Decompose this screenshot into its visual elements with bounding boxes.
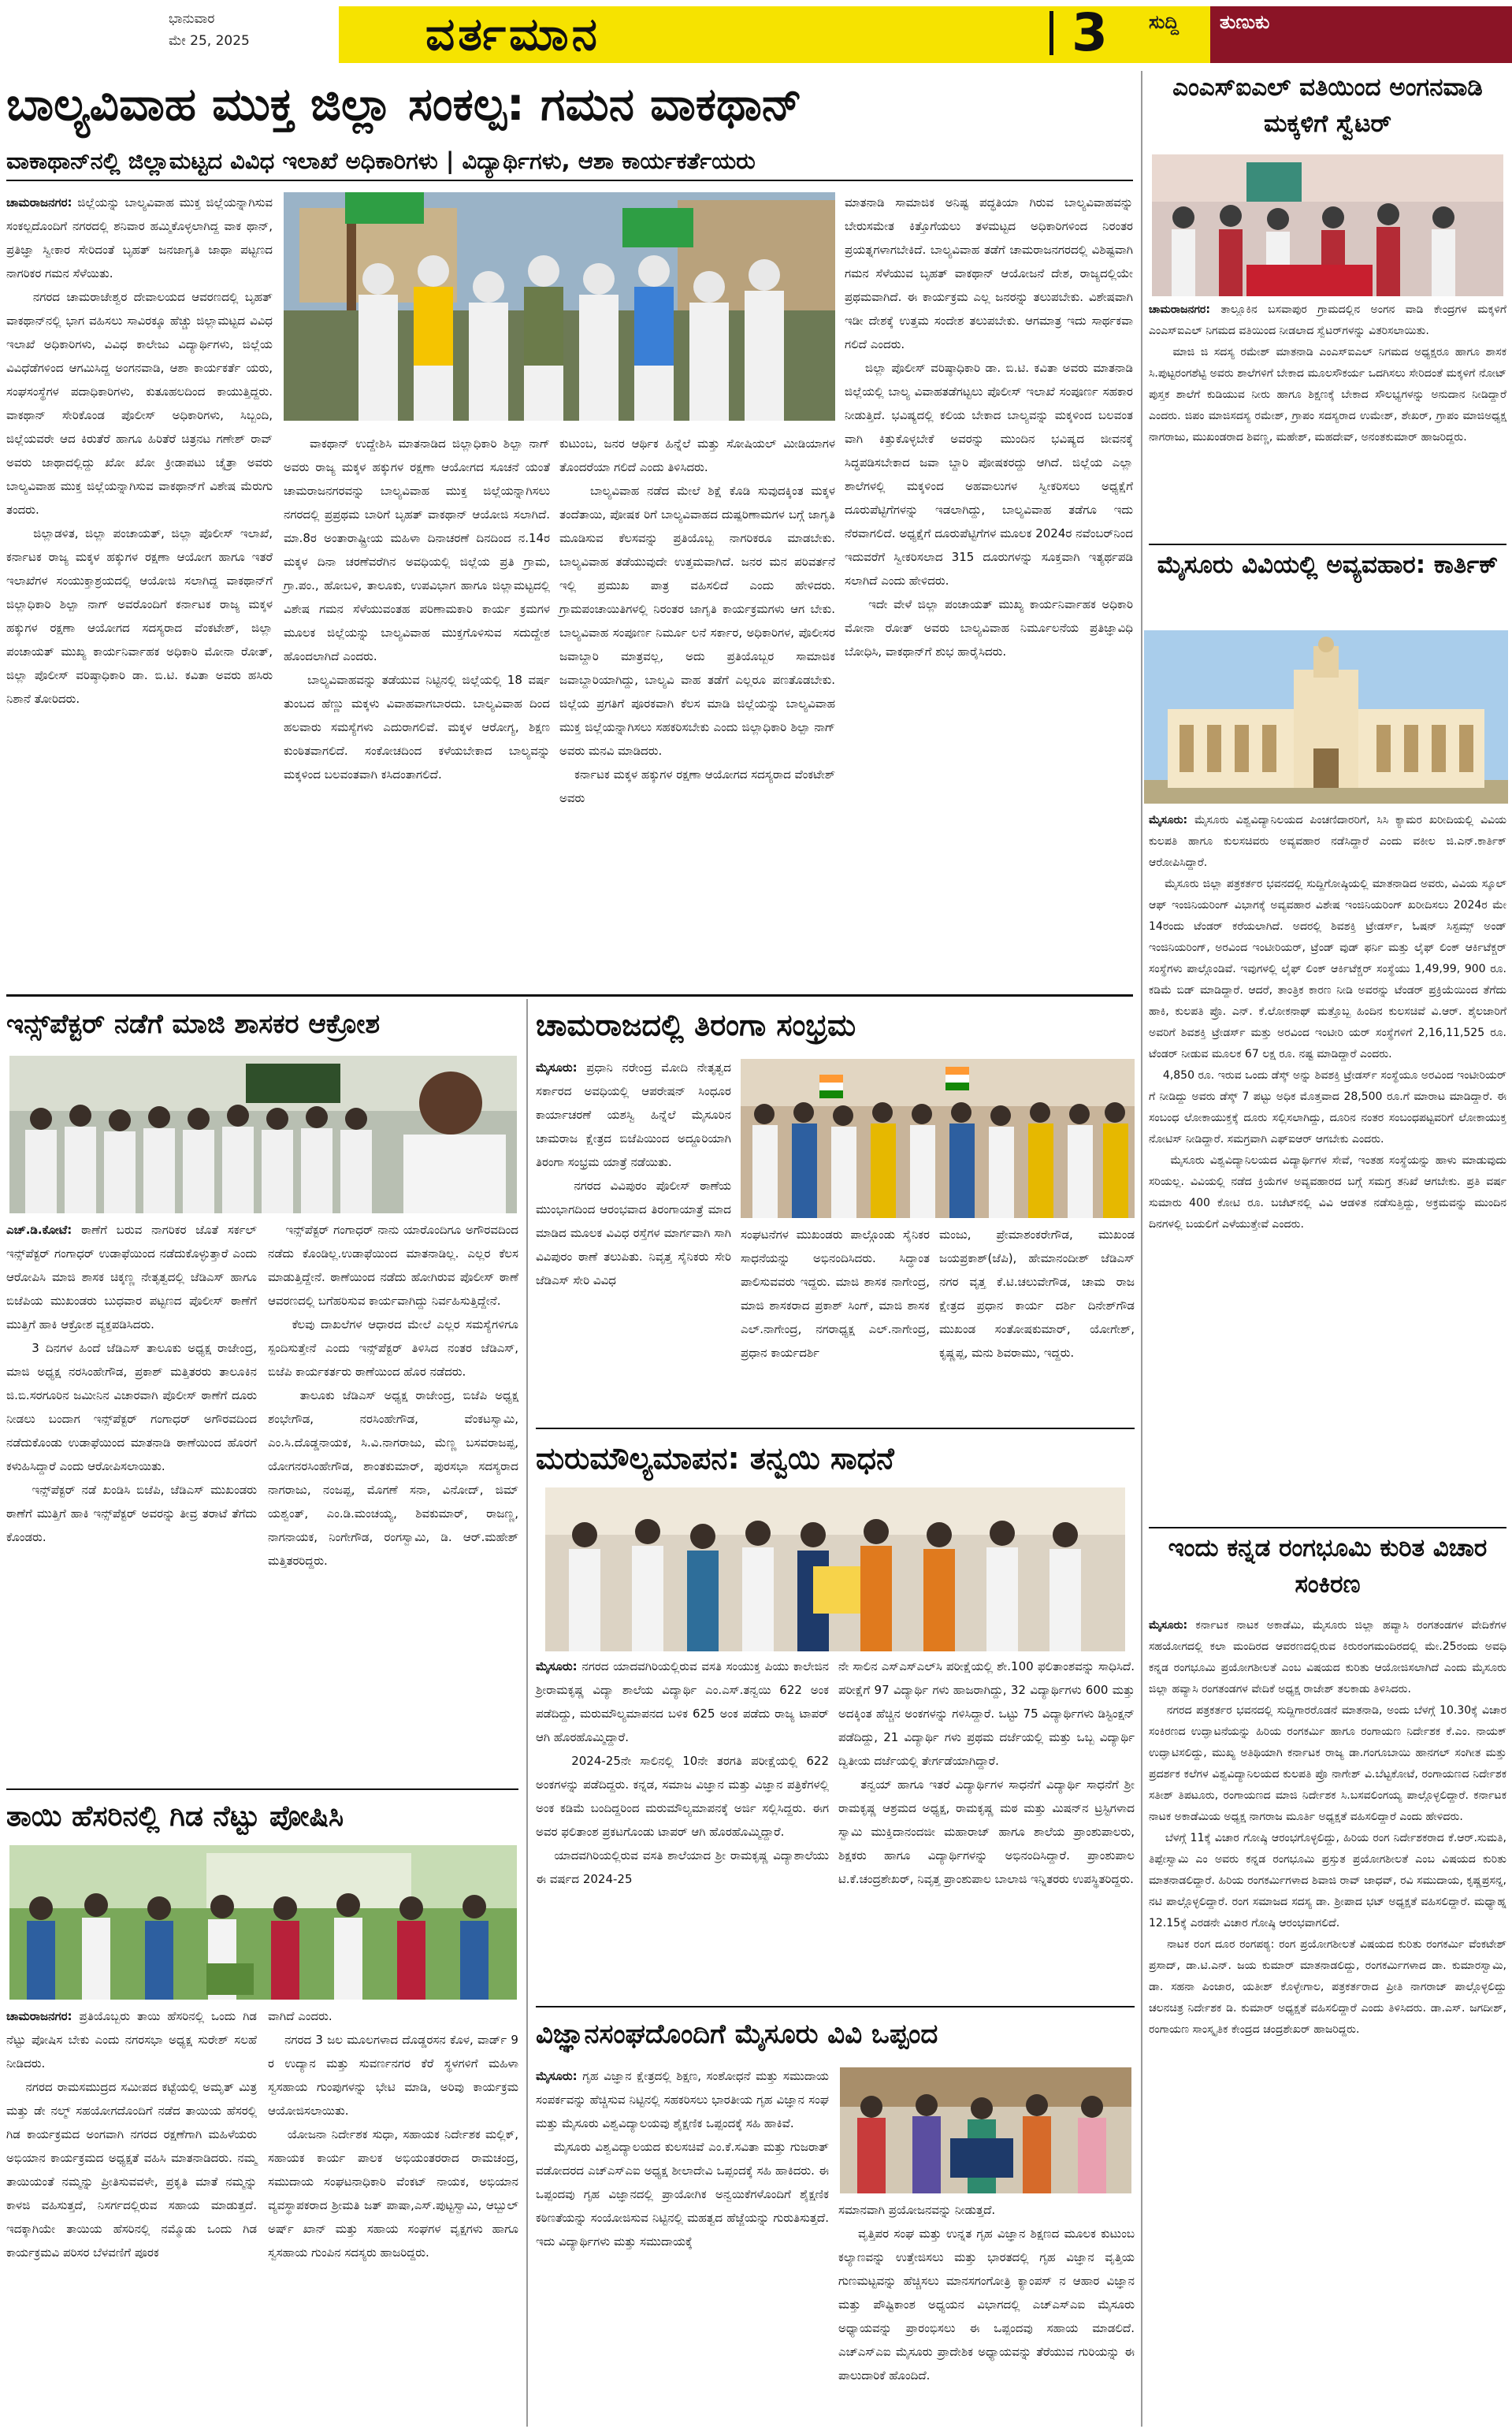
lead-col-3: ಕುಟುಂಬ, ಜನರ ಆರ್ಥಿಕ ಹಿನ್ನೆಲೆ ಮತ್ತು ಸೋಷಿಯಲ್ ಮೀಡಿಯಾಗಳ ತೊಂದರೆಯಾ ಗಲಿದೆ ಎಂದು ತಿಳಿಸಿದರು. ಬಾಲ್ಯವಿವಾಹ ನಡೆದ ಮೇಲೆ ಶಿಕ್ಷೆ ಕೊಡಿ ಸುವುದಕ್ಕಿಂತ ಮಕ್ಕಳ ತಂದೆತಾಯಿ, ಪೋಷಕ ರಿಗೆ ಬಾಲ್ಯವಿವಾಹದ ದುಷ್ಪರಿಣಾಮಗಳ ಬಗ್ಗೆ ಜಾಗೃತಿ ಮೂಡಿಸುವ ಕೆಲಸವನ್ನು ಪ್ರತಿಯೊಬ್ಬ ನಾಗರಿಕರೂ ಮಾಡಬೇಕು. ಬಾಲ್ಯವಿವಾಹ ತಡೆಯುವುದೇ ಉತ್ತಮವಾಗಿದೆ. ಜನರ ಮನ ಪರಿವರ್ತನೆ ಇಲ್ಲಿ ಪ್ರಮುಖ ಪಾತ್ರ ವಹಿಸಲಿದೆ ಎಂದು ಹೇಳಿದರು. ಗ್ರಾಮಪಂಚಾಯಿತಿಗಳಲ್ಲಿ ನಿರಂತರ ಜಾಗೃತಿ ಕಾರ್ಯಕ್ರಮಗಳು ಆಗ ಬೇಕು. ಬಾಲ್ಯವಿವಾಹ ಸಂಪೂರ್ಣ ನಿರ್ಮೂ ಲನೆ ಸರ್ಕಾರ, ಅಧಿಕಾರಿಗಳ, ಪೊಲೀಸರ ಜವಾಬ್ದಾರಿ ಮಾತ್ರವಲ್ಲ, ಅದು ಪ್ರತಿಯೊಬ್ಬರ ಸಾಮಾಜಿಕ ಜವಾಬ್ದಾರಿಯಾಗಿದ್ದು, ಬಾಲ್ಯವಿ ವಾಹ ತಡೆಗೆ ಎಲ್ಲರೂ ಪಣತೊಡಬೇಕು. ಜಿಲ್ಲೆಯ ಪ್ರಗತಿಗೆ ಪೂರಕವಾಗಿ ಕೆಲಸ ಮಾಡಿ ಜಿಲ್ಲೆಯನ್ನು ಬಾಲ್ಯವಿವಾಹ ಮುಕ್ತ ಜಿಲ್ಲೆಯನ್ನಾಗಿಸಲು ಸಹಕರಿಸಬೇಕು ಎಂದು ಜಿಲ್ಲಾಧಿಕಾರಿ ಶಿಲ್ಪಾ ನಾಗ್ ಅವರು ಮನವಿ ಮಾಡಿದರು. ಕರ್ನಾಟಕ ಮಕ್ಕಳ ಹಕ್ಕುಗಳ ರಕ್ಷಣಾ ಆಯೋಗದ ಸದಸ್ಯರಾದ ವೆಂಕಟೇಶ್ ಅವರು xyxy=(559,436,835,805)
inspector-photo xyxy=(9,1056,517,1213)
tiranga-bottom-rule xyxy=(536,1428,1135,1429)
tiranga-photo xyxy=(741,1059,1135,1218)
sidebar-s3-dateline: ಮೈಸೂರು: xyxy=(1149,1619,1188,1632)
sidebar-s3-text: ಕರ್ನಾಟಕ ನಾಟಕ ಅಕಾಡೆಮಿ, ಮೈಸೂರು ಜಿಲ್ಲಾ ಹವ್ಯಾಸಿ ರಂಗತಂಡಗಳ ವೇದಿಕೆಗಳ ಸಹಯೋಗದಲ್ಲಿ ಕಲಾ ಮಂದಿರದ ಆವರಣದಲ್ಲಿರುವ ಕಿರುರಂಗಮಂದಿರದಲ್ಲಿ ಮೇ.25ರಂದು ಅವಧಿ ಕನ್ನಡ ರಂಗಭೂಮಿ ಪ್ರಯೋಗಶೀಲತೆ ಎಂಬ ವಿಷಯದ ಕುರಿತು ಆಯೋಜಿಸಲಾಗಿದೆ ಎಂದು ಮೈಸೂರು ಜಿಲ್ಲಾ ಹವ್ಯಾಸಿ ರಂಗತಂಡಗಳ ವೇದಿಕೆ ಅಧ್ಯಕ್ಷ ರಾಜೇಶ್ ತಲಕಾಡು ತಿಳಿಸಿದರು. ನಗರದ ಪತ್ರಕರ್ತರ ಭವನದಲ್ಲಿ ಸುದ್ದಿಗಾರರೊಡನೆ ಮಾತನಾಡಿ, ಅಂದು ಬೆಳಗ್ಗೆ 10.30ಕ್ಕೆ ವಿಚಾರ ಸಂಕಿರಣದ ಉದ್ಘಾಟನೆಯನ್ನು ಹಿರಿಯ ರಂಗಕರ್ಮಿ ಹಾಗೂ ರಂಗಾಯಣ ನಿರ್ದೇಶಕ ಕೆ.ಎಂ. ನಾಯಕ್ ಉದ್ಘಾಟಿಸಲಿದ್ದು, ಮುಖ್ಯ ಅತಿಥಿಯಾಗಿ ಕರ್ನಾಟಕ ರಾಜ್ಯ ಡಾ.ಗಂಗೂಬಾಯಿ ಹಾನಗಲ್ ಸಂಗೀತ ಮತ್ತು ಪ್ರದರ್ಶಕ ಕಲೆಗಳ ವಿಶ್ವವಿದ್ಯಾನಿಲಯದ ಕುಲಪತಿ ಪ್ರೊ ನಾಗೇಶ್ ವಿ.ಬೆಟ್ಟಕೋಟೆ, ರಂಗಾಯಣದ ನಿರ್ದೇಶಕ ಸತೀಶ್ ತಿಪಟೂರು, ರಂಗಾಯಣದ ಮಾಜಿ ನಿರ್ದೇಶಕ ಸಿ.ಬಸವಲಿಂಗಯ್ಯ ಪಾಲ್ಗೊಳ್ಳಲಿದ್ದಾರೆ. ಕರ್ನಾಟಕ ನಾಟಕ ಅಕಾಡೆಮಿಯ ಅಧ್ಯಕ್ಷ ನಾಗರಾಜ ಮೂರ್ತಿ ಅಧ್ಯಕ್ಷತೆ ವಹಿಸಲಿದ್ದಾರೆ ಎಂದು ಹೇಳಿದರು. ಬೆಳಗ್ಗೆ 11ಕ್ಕೆ ವಿಚಾರ ಗೋಷ್ಠಿ ಆರಂಭಗೊಳ್ಳಲಿದ್ದು, ಹಿರಿಯ ರಂಗ ನಿರ್ದೇಶಕರಾದ ಕೆ.ಆರ್.ಸುಮತಿ, ತಿಪ್ಪೇಸ್ವಾಮಿ ಎಂ ಅವರು ಕನ್ನಡ ರಂಗಭೂಮಿ ಪ್ರಸ್ತುತ ಪ್ರಯೋಗಶೀಲತೆ ಎಂಬ ವಿಷಯದ ಕುರಿತು ಮಾತನಾಡಲಿದ್ದಾರೆ. ಹಿರಿಯ ರಂಗಕರ್ಮಿಗಳಾದ ಶಿವಾಜಿ ರಾವ್ ಜಾಧವ್, ರವಿ ಸಮುದಾಯ, ಕೃಷ್ಣಪ್ರಸನ್ನ, ನಟಿ ಪಾಲ್ಗೊಳ್ಳಲಿದ್ದಾರೆ. ರಂಗ ಸಮಾಜದ ಸದಸ್ಯ ಡಾ. ಶ್ರೀಪಾದ ಭಟ್ ಅಧ್ಯಕ್ಷತೆ ವಹಿಸಲಿದ್ದಾರೆ. ಮಧ್ಯಾಹ್ನ 12.15ಕ್ಕೆ ಎರಡನೇ ವಿಚಾರ ಗೋಷ್ಠಿ ಆರಂಭವಾಗಲಿದೆ. ನಾಟಕ ರಂಗ ದೂರ ರಂಗಪಠ್ಯ: ರಂಗ ಪ್ರಯೋಗಶೀಲತೆ ವಿಷಯದ ಕುರಿತು ರಂಗಕರ್ಮಿ ವೆಂಕಟೇಶ್ ಪ್ರಸಾದ್, ಡಾ.ಟಿ.ಎನ್. ಜಯ ಕುಮಾರ್ ಮಾತನಾಡಲಿದ್ದು, ರಂಗಕರ್ಮಿಗಳಾದ ಡಾ. ಕುಮಾರಸ್ವಾಮಿ, ಡಾ. ಸಹನಾ ಪಿಂಜಾರ, ಯತೀಶ್ ಕೊಳ್ಳೇಗಾಲ, ಪತ್ರಕರ್ತರಾದ ಪ್ರೀತಿ ನಾಗರಾಜ್ ಪಾಲ್ಗೊಳ್ಳಲಿದ್ದು ಚಲನಚಿತ್ರ ನಿರ್ದೇಶಕ ಡಿ. ಕುಮಾರ್ ಅಧ್ಯಕ್ಷತೆ ವಹಿಸಲಿದ್ದಾರೆ ಎಂದು ತಿಳಿಸಿದರು. ಡಾ.ಎಸ್. ಜಗದೀಶ್, ರಂಗಾಯಣ ಸಾಂಸ್ಕೃತಿಕ ಕೇಂದ್ರದ ಚಂದ್ರಶೇಖರ್ ಹಾಜರಿದ್ದರು. xyxy=(1149,1619,1506,2036)
maru-col-2: ನೇ ಸಾಲಿನ ಎಸ್‌ಎಸ್‌ಎಲ್‌ಸಿ ಪರೀಕ್ಷೆಯಲ್ಲಿ ಶೇ.100 ಫಲಿತಾಂಶವನ್ನು ಸಾಧಿಸಿದೆ. ಪರೀಕ್ಷೆಗೆ 97 ವಿದ್ಯಾರ್ಥಿ ಗಳು ಹಾಜರಾಗಿದ್ದು, 32 ವಿದ್ಯಾರ್ಥಿಗಳು 600 ಮತ್ತು ಅದಕ್ಕಿಂತ ಹೆಚ್ಚಿನ ಅಂಕಗಳನ್ನು ಗಳಿಸಿದ್ದಾರೆ. ಒಟ್ಟು 75 ವಿದ್ಯಾರ್ಥಿಗಳು ಡಿಸ್ಟಿಂಕ್ಷನ್ ಪಡೆದಿದ್ದು, 21 ವಿದ್ಯಾರ್ಥಿ ಗಳು ಪ್ರಥಮ ದರ್ಜೆಯಲ್ಲಿ ಮತ್ತು ಒಬ್ಬ ವಿದ್ಯಾರ್ಥಿ ದ್ವಿತೀಯ ದರ್ಜೆಯಲ್ಲಿ ತೇರ್ಗಡೆಯಾಗಿದ್ದಾರೆ. ತನ್ವಯ್ ಹಾಗೂ ಇತರೆ ವಿದ್ಯಾರ್ಥಿಗಳ ಸಾಧನೆಗೆ ವಿದ್ಯಾರ್ಥಿ ಸಾಧನೆಗೆ ಶ್ರೀ ರಾಮಕೃಷ್ಣ ಆಶ್ರಮದ ಅಧ್ಯಕ್ಷ, ರಾಮಕೃಷ್ಣ ಮಠ ಮತ್ತು ಮಿಷನ್‌ನ ಟ್ರಸ್ಟಿಗಳಾದ ಸ್ವಾಮಿ ಮುಕ್ತಿದಾನಂದಜೀ ಮಹಾರಾಜ್ ಹಾಗೂ ಶಾಲೆಯ ಪ್ರಾಂಶುಪಾಲರು, ಶಿಕ್ಷಕರು ಹಾಗೂ ವಿದ್ಯಾರ್ಥಿಗಳನ್ನು ಅಭಿನಂದಿಸಿದ್ದಾರೆ. ಪ್ರಾಂಶುಪಾಲ ಟಿ.ಕೆ.ಚಂದ್ರಶೇಖರ್, ನಿವೃತ್ತ ಪ್ರಾಂಶುಪಾಲ ಬಾಲಾಜಿ ಇನ್ನಿತರರು ಉಪಸ್ಥಿತರಿದ್ದರು. xyxy=(838,1659,1135,1886)
tiranga-intro-text: ಪ್ರಧಾನಿ ನರೇಂದ್ರ ಮೋದಿ ನೇತೃತ್ವದ ಸರ್ಕಾರದ ಅವಧಿಯಲ್ಲಿ ಆಪರೇಷನ್ ಸಿಂಧೂರ ಕಾರ್ಯಾಚರಣೆ ಯಶಸ್ವಿ ಹಿನ್ನೆಲೆ ಮೈಸೂರಿನ ಚಾಮರಾಜ ಕ್ಷೇತ್ರದ ಬಿಜೆಪಿಯಿಂದ ಅದ್ದೂರಿಯಾಗಿ ತಿರಂಗಾ ಸಂಭ್ರಮ ಯಾತ್ರೆ ನಡೆಯಿತು. ನಗರದ ವಿವಿಪುರಂ ಪೊಲೀಸ್ ಠಾಣೆಯ ಮುಂಭಾಗದಿಂದ ಆರಂಭವಾದ ತಿರಂಗಾಯಾತ್ರೆ ಮಾದ ಮಾಡಿದ ಮೂಲಕ ವಿವಿಧ ರಸ್ತೆಗಳ ಮಾರ್ಗವಾಗಿ ಸಾಗಿ ವಿವಿಪುರಂ ಠಾಣೆ ತಲುಪಿತು. ನಿವೃತ್ತ ಸೈನಿಕರು ಸೇರಿ ಜೆಡಿಎಸ್ ಸೇರಿ ವಿವಿಧ xyxy=(536,1060,732,1287)
sidebar-tab-label-1: ಸುದ್ದಿ xyxy=(1149,11,1180,33)
lead-bottom-rule xyxy=(6,994,1133,997)
lead-photo-walkathon xyxy=(284,192,835,421)
lead-col-2: ವಾಕಥಾನ್ ಉದ್ದೇಶಿಸಿ ಮಾತನಾಡಿದ ಜಿಲ್ಲಾಧಿಕಾರಿ ಶಿಲ್ಪಾ ನಾಗ್ ಅವರು ರಾಜ್ಯ ಮಕ್ಕಳ ಹಕ್ಕುಗಳ ರಕ್ಷಣಾ ಆಯೋಗದ ಸೂಚನೆ ಯಂತೆ ಚಾಮರಾಜನಗರವನ್ನು ಬಾಲ್ಯವಿವಾಹ ಮುಕ್ತ ಜಿಲ್ಲೆಯನ್ನಾಗಿಸಲು ನಗರದಲ್ಲಿ ಪ್ರಪ್ರಥಮ ಬಾರಿಗೆ ಬೃಹತ್ ವಾಕಥಾನ್ ಆಯೋಜಿ ಸಲಾಗಿದೆ. ಮಾ.8ರ ಅಂತಾರಾಷ್ಟ್ರೀಯ ಮಹಿಳಾ ದಿನಾಚರಣೆ ದಿನದಿಂದ ನ.14ರ ಮಕ್ಕಳ ದಿನಾ ಚರಣೆವರೆಗಿನ ಅವಧಿಯಲ್ಲಿ ಜಿಲ್ಲೆಯ ಪ್ರತಿ ಗ್ರಾಮ, ಗ್ರಾ.ಪಂ., ಹೋಬಳಿ, ತಾಲೂಕು, ಉಪವಿಭಾಗ ಹಾಗೂ ಜಿಲ್ಲಾಮಟ್ಟದಲ್ಲಿ ವಿಶೇಷ ಗಮನ ಸೆಳೆಯುವಂತಹ ಪರಿಣಾಮಕಾರಿ ಕಾರ್ಯ ಕ್ರಮಗಳ ಮೂಲಕ ಜಿಲ್ಲೆಯನ್ನು ಬಾಲ್ಯವಿವಾಹ ಮುಕ್ತಗೊಳಿಸುವ ಸದುದ್ದೇಶ ಹೊಂದಲಾಗಿದೆ ಎಂದರು. ಬಾಲ್ಯವಿವಾಹವನ್ನು ತಡೆಯುವ ನಿಟ್ಟಿನಲ್ಲಿ ಜಿಲ್ಲೆಯಲ್ಲಿ 18 ವರ್ಷ ತುಂಬದ ಹೆಣ್ಣು ಮಕ್ಕಳು ವಿವಾಹವಾಗಬಾರದು. ಬಾಲ್ಯವಿವಾಹ ದಿಂದ ಹಲವಾರು ಸಮಸ್ಯೆಗಳು ಎದುರಾಗಲಿವೆ. ಮಕ್ಕಳ ಆರೋಗ್ಯ, ಶಿಕ್ಷಣ ಕುಂಠಿತವಾಗಲಿದೆ. ಸಂಕೋಚದಿಂದ ಕಳೆಯಬೇಕಾದ ಬಾಲ್ಯವನ್ನು ಮಕ್ಕಳಿಂದ ಬಲವಂತವಾಗಿ ಕಸಿದಂತಾಗಲಿದೆ. xyxy=(284,436,551,782)
taayi-col-2: ವಾಗಿದೆ ಎಂದರು. ನಗರದ 3 ಜಲ ಮೂಲಗಳಾದ ದೊಡ್ಡರಸನ ಕೊಳ, ವಾರ್ಡ್ 9 ರ ಉದ್ಯಾನ ಮತ್ತು ಸುವರ್ಣನಗರ ಕೆರೆ ಸ್ಥಳಗಳಿಗೆ ಮಹಿಳಾ ಸ್ವಸಹಾಯ ಗುಂಪುಗಳನ್ನು ಭೇಟಿ ಮಾಡಿ, ಅರಿವು ಕಾರ್ಯಕ್ರಮ ಆಯೋಜಿಸಲಾಯಿತು. ಯೋಜನಾ ನಿರ್ದೇಶಕ ಸುಧಾ, ಸಹಾಯಕ ನಿರ್ದೇಶಕ ಮಲ್ಲಿಕ್, ಸಹಾಯಕ ಕಾರ್ಯ ಪಾಲಕ ಅಭಿಯಂತರರಾದ ರಾಮಚಂದ್ರ, ಸಮುದಾಯ ಸಂಘಟನಾಧಿಕಾರಿ ವೆಂಕಟ್ ನಾಯಕ, ಅಭಿಯಾನ ವ್ಯವಸ್ಥಾಪಕರಾದ ಶ್ರೀಮತಿ ಜತ್ ಪಾಷಾ,ಎಸ್.ಪುಟ್ಟಸ್ವಾಮಿ, ಆಬ್ಬುಲ್ ಅರ್ಷ್ ಖಾನ್ ಮತ್ತು ಸಹಾಯ ಸಂಘಗಳ ವೃಕ್ಷಗಳು ಹಾಗೂ ಸ್ವಸಹಾಯ ಗುಂಪಿನ ಸದಸ್ಯರು ಹಾಜರಿದ್ದರು. xyxy=(268,2009,518,2260)
sidebar-s1-text: ತಾಲ್ಲೂಕಿನ ಬಸವಾಪುರ ಗ್ರಾಮದಲ್ಲಿನ ಅಂಗನ ವಾಡಿ ಕೇಂದ್ರಗಳ ಮಕ್ಕಳಿಗೆ ಎಂಎಸ್‌ಐಎಲ್ ನಿಗಮದ ವತಿಯಿಂದ ನೀಡಲಾದ ಸ್ವೆಟರ್‌ಗಳನ್ನು ವಿತರಿಸಲಾಯಿತು. ಮಾಜಿ ಜಿ ಸದಸ್ಯ ರಮೇಶ್ ಮಾತನಾಡಿ ಎಂಎಸ್‌ಐಎಲ್ ನಿಗಮದ ಅಧ್ಯಕ್ಷರೂ ಹಾಗೂ ಶಾಸಕ ಸಿ.ಪುಟ್ಟರಂಗಶೆಟ್ಟಿ ಅವರು ಶಾಲೆಗಳಿಗೆ ಬೇಕಾದ ಮೂಲಸೌಕರ್ಯ ಒದಗಿಸಲು ಸೇರಿದಂತೆ ಮಕ್ಕಳಿಗೆ ನೋಟ್ ಪುಸ್ತಕ ಶಾಲೆಗೆ ಕುಡಿಯುವ ನೀರು ಹಾಗೂ ಶಿಕ್ಷಣಕ್ಕೆ ಬೇಕಾದ ಸೌಲಭ್ಯಗಳನ್ನು ಅನುದಾನ ನೀಡಿದ್ದಾರೆ ಎಂದರು. ಜಿಪಂ ಮಾಜಿಸದಸ್ಯ ರಮೇಶ್, ಗ್ರಾಪಂ ಸದಸ್ಯರಾದ ಉಮೇಶ್, ಶೇಖರ್, ಗ್ರಾಪಂ ಮಾಜಿಅಧ್ಯಕ್ಷ ನಾಗರಾಜು, ಮುಖಂಡರಾದ ಶಿವಣ್ಣ, ಮಹೇಶ್, ಮಹದೇವ್, ಅನಂತಕುಮಾರ್ ಹಾಜರಿದ್ದರು. xyxy=(1149,303,1506,444)
lead-col-4: ಮಾತನಾಡಿ ಸಾಮಾಜಿಕ ಅನಿಷ್ಟ ಪದ್ಧತಿಯಾ ಗಿರುವ ಬಾಲ್ಯವಿವಾಹವನ್ನು ಬೇರುಸಮೇತ ಕಿತ್ತೊಗೆಯಲು ತಳಮಟ್ಟದ ಅಧಿಕಾರಿಗಳಿಂದ ನಿರಂತರ ಪ್ರಯತ್ನಗಳಾಗಬೇಕಿದೆ. ಬಾಲ್ಯವಿವಾಹ ತಡೆಗೆ ಚಾಮರಾಜನಗರದಲ್ಲಿ ವಿಶಿಷ್ಟವಾಗಿ ಗಮನ ಸೆಳೆಯುವ ಬೃಹತ್ ವಾಕಥಾನ್ ಆಯೋಜನೆ ದೇಶ, ರಾಜ್ಯದಲ್ಲಿಯೇ ಪ್ರಥಮವಾಗಿದೆ. ಈ ಕಾರ್ಯಕ್ರಮ ಎಲ್ಲ ಜನರನ್ನು ತಲುಪಬೇಕು. ವಿಶೇಷವಾಗಿ ಇಡೀ ದೇಶಕ್ಕೆ ಉತ್ತಮ ಸಂದೇಶ ತಲುಪಬೇಕು. ಆಗಮಾತ್ರ ಇದು ಸಾರ್ಥಕವಾ ಗಲಿದೆ ಎಂದರು. ಜಿಲ್ಲಾ ಪೊಲೀಸ್ ವರಿಷ್ಠಾಧಿಕಾರಿ ಡಾ. ಬಿ.ಟಿ. ಕವಿತಾ ಅವರು ಮಾತನಾಡಿ ಜಿಲ್ಲೆಯಲ್ಲಿ ಬಾಲ್ಯ ವಿವಾಹತಡೆಗಟ್ಟಲು ಪೊಲೀಸ್ ಇಲಾಖೆ ಸಂಪೂರ್ಣ ಸಹಕಾರ ನೀಡುತ್ತಿದೆ. ಭವಿಷ್ಯದಲ್ಲಿ ಕಲಿಯ ಬೇಕಾದ ಬಾಲ್ಯವನ್ನು ಮಕ್ಕಳಿಂದ ಬಲವಂತ ವಾಗಿ ಕಿತ್ತುಕೊಳ್ಳಬೇಕೆ ಅವರನ್ನು ಮುಂದಿನ ಭವಿಷ್ಯದ ಜೀವನಕ್ಕೆ ಸಿದ್ಧಪಡಿಸಬೇಕಾದ ಜವಾ ಬ್ದಾರಿ ಪೋಷಕರದ್ದು ಆಗಿದೆ. ಜಿಲ್ಲೆಯ ಎಲ್ಲಾ ಶಾಲೆಗಳಲ್ಲಿ ಮಕ್ಕಳಿಂದ ಅಹವಾಲುಗಳ ಸ್ವೀಕರಿಸಲು ಅಧ್ಯಕ್ಷೆಗೆ ದೂರುಪೆಟ್ಟಿಗೆಗಳನ್ನು ಇಡಲಾಗಿದ್ದು, ಬಾಲ್ಯವಿವಾಹ ತಡೆಗೂ ಇದು ನೆರವಾಗಲಿದೆ. ಅಧ್ಯಕ್ಷೆಗೆ ದೂರುಪೆಟ್ಟಿಗೆಗಳ ಮೂಲಕ 2024ರ ನವೆಂಬರ್‌ನಿಂದ ಇದುವರೆಗೆ ಸ್ವೀಕರಿಸಲಾದ 315 ದೂರುಗಳನ್ನು ಸೂಕ್ತವಾಗಿ ಇತ್ಯರ್ಥಪಡಿ ಸಲಾಗಿದೆ ಎಂದು ಹೇಳಿದರು. ಇದೇ ವೇಳೆ ಜಿಲ್ಲಾ ಪಂಚಾಯತ್ ಮುಖ್ಯ ಕಾರ್ಯನಿರ್ವಾಹಕ ಅಧಿಕಾರಿ ಮೋನಾ ರೋತ್ ಅವರು ಬಾಲ್ಯವಿವಾಹ ನಿರ್ಮೂಲನೆಯ ಪ್ರತಿಜ್ಞಾವಿಧಿ ಬೋಧಿಸಿ, ವಾಕಥಾನ್‌ಗೆ ಶುಭ ಹಾರೈಸಿದರು. xyxy=(845,195,1133,659)
masthead-day: ಭಾನುವಾರ xyxy=(169,11,215,27)
tree-planting-image xyxy=(9,1845,517,2000)
inspector-headline: ಇನ್ಸ್‌ಪೆಕ್ಟರ್ ನಡೆಗೆ ಮಾಜಿ ಶಾಸಕರ ಆಕ್ರೋಶ xyxy=(6,1008,381,1040)
sidebar-tab-label-2: ತುಣುಕು xyxy=(1220,11,1270,33)
page-divider-tick xyxy=(1049,11,1053,55)
page-number: 3 xyxy=(1072,2,1108,63)
lead-col-1-text: ಜಿಲ್ಲೆಯನ್ನು ಬಾಲ್ಯವಿವಾಹ ಮುಕ್ತ ಜಿಲ್ಲೆಯನ್ನಾಗಿಸುವ ಸಂಕಲ್ಪದೊಂದಿಗೆ ನಗರದಲ್ಲಿ ಶನಿವಾರ ಹಮ್ಮಿಕೊಳ್ಳಲಾಗಿದ್ದ ವಾಕ ಥಾನ್, ಪ್ರತಿಜ್ಞಾ ಸ್ವೀಕಾರ ಸೇರಿದಂತೆ ಬೃಹತ್ ಜನಜಾಗೃತಿ ಜಾಥಾ ಪಟ್ಟಣದ ನಾಗರಿಕರ ಗಮನ ಸೆಳೆಯಿತು. ನಗರದ ಚಾಮರಾಜೇಶ್ವರ ದೇವಾಲಯದ ಆವರಣದಲ್ಲಿ ಬೃಹತ್ ವಾಕಥಾನ್‌ನಲ್ಲಿ ಭಾಗ ವಹಿಸಲು ಸಾವಿರಕ್ಕೂ ಹೆಚ್ಚು ಜಿಲ್ಲಾಮಟ್ಟದ ವಿವಿಧ ಇಲಾಖೆ ಅಧಿಕಾರಿಗಳು, ವಿವಿಧ ಕಾಲೇಜು ವಿದ್ಯಾರ್ಥಿಗಳು, ಜಿಲ್ಲೆಯ ವಿವಿಧೆಡೆಗಳಿಂದ ಆಗಮಿಸಿದ್ದ ಅಂಗನವಾಡಿ, ಆಶಾ ಕಾರ್ಯಕರ್ತೆ ಯರು, ಸಂಘಸಂಸ್ಥೆಗಳ ಪದಾಧಿಕಾರಿಗಳು, ಕುತೂಹಲದಿಂದ ಕಾಯುತ್ತಿದ್ದರು. ವಾಕಥಾನ್ ಸೇರಿಕೊಂಡ ಪೊಲೀಸ್ ಅಧಿಕಾರಿಗಳು, ಸಿಬ್ಬಂದಿ, ಜಿಲ್ಲೆಯವರೇ ಆದ ಕಿರುತೆರೆ ಹಾಗೂ ಹಿರಿತೆರೆ ಚಿತ್ರನಟ ಗಣೇಶ್ ರಾವ್ ಅವರು ಜಾಥಾದಲ್ಲಿದ್ದು ಖೋ ಖೋ ಕ್ರೀಡಾಪಟು ಚೈತ್ರಾ ಅವರು ಬಾಲ್ಯವಿವಾಹ ಮುಕ್ತ ಜಿಲ್ಲೆಯನ್ನಾಗಿಸುವ ವಾಕಥಾನ್‌ಗೆ ವಿಶೇಷ ಮೆರುಗು ತಂದರು. ಜಿಲ್ಲಾಡಳಿತ, ಜಿಲ್ಲಾ ಪಂಚಾಯತ್, ಜಿಲ್ಲಾ ಪೊಲೀಸ್ ಇಲಾಖೆ, ಕರ್ನಾಟಕ ರಾಜ್ಯ ಮಕ್ಕಳ ಹಕ್ಕುಗಳ ರಕ್ಷಣಾ ಆಯೋಗ ಹಾಗೂ ಇತರೆ ಇಲಾಖೆಗಳ ಸಂಯುಕ್ತಾಶ್ರಯದಲ್ಲಿ ಆಯೋಜಿ ಸಲಾಗಿದ್ದ ವಾಕಥಾನ್‌ಗೆ ಜಿಲ್ಲಾಧಿಕಾರಿ ಶಿಲ್ಪಾ ನಾಗ್ ಅವರೊಂದಿಗೆ ಕರ್ನಾಟಕ ರಾಜ್ಯ ಮಕ್ಕಳ ಹಕ್ಕುಗಳ ರಕ್ಷಣಾ ಆಯೋಗದ ಸದಸ್ಯರಾದ ವೆಂಕಟೇಶ್, ಜಿಲ್ಲಾ ಪಂಚಾಯತ್ ಮುಖ್ಯ ಕಾರ್ಯನಿರ್ವಾಹಕ ಅಧಿಕಾರಿ ಮೋನಾ ರೋತ್, ಜಿಲ್ಲಾ ಪೊಲೀಸ್ ವರಿಷ್ಠಾಧಿಕಾರಿ ಡಾ. ಬಿ.ಟಿ. ಕವಿತಾ ಅವರು ಹಸಿರು ನಿಶಾನೆ ತೋರಿದರು. xyxy=(6,195,273,706)
inspector-bottom-rule xyxy=(6,1788,518,1790)
sweater-distribution-image xyxy=(1152,154,1503,296)
sidebar-s1-body xyxy=(1149,299,1506,536)
protest-crowd-image xyxy=(9,1056,517,1213)
sidebar-s1-photo xyxy=(1152,154,1503,296)
taayi-headline: ತಾಯಿ ಹೆಸರಿನಲ್ಲಿ ಗಿಡ ನೆಟ್ಟು ಪೋಷಿಸಿ xyxy=(6,1800,344,1833)
tiranga-intro xyxy=(536,1056,731,1426)
inspector-col-1-text: ಠಾಣೆಗೆ ಬರುವ ನಾಗರಿಕರ ಜೊತೆ ಸರ್ಕಲ್ ಇನ್ಸ್‌ಪೆಕ್ಟರ್ ಗಂಗಾಧರ್ ಉಡಾಫೆಯಿಂದ ನಡೆದುಕೊಳ್ಳುತ್ತಾರೆ ಎಂದು ಆರೋಪಿಸಿ ಮಾಜಿ ಶಾಸಕ ಚಿಕ್ಕಣ್ಣ ನೇತೃತ್ವದಲ್ಲಿ ಜೆಡಿಎಸ್ ಹಾಗೂ ಬಿಜೆಪಿಯ ಮುಖಂಡರು ಬುಧವಾರ ಪಟ್ಟಣದ ಪೊಲೀಸ್ ಠಾಣೆಗೆ ಮುತ್ತಿಗೆ ಹಾಕಿ ಆಕ್ರೋಶ ವ್ಯಕ್ತಪಡಿಸಿದರು. 3 ದಿನಗಳ ಹಿಂದೆ ಜೆಡಿಎಸ್ ತಾಲೂಕು ಅಧ್ಯಕ್ಷ ರಾಜೇಂದ್ರ, ಮಾಜಿ ಅಧ್ಯಕ್ಷ ನರಸಿಂಹೇಗೌಡ, ಪ್ರಕಾಶ್ ಮತ್ತಿತರರು ತಾಲೂಕಿನ ಜಿ.ಬಿ.ಸರಗೂರಿನ ಜಮೀನಿನ ವಿಚಾರವಾಗಿ ಪೊಲೀಸ್ ಠಾಣೆಗೆ ದೂರು ನೀಡಲು ಬಂದಾಗ ಇನ್ಸ್‌ಪೆಕ್ಟರ್ ಗಂಗಾಧರ್ ಅಗೌರವದಿಂದ ನಡೆದುಕೊಂಡು ಉಡಾಫೆಯಿಂದ ಮಾತನಾಡಿ ಠಾಣೆಯಿಂದ ಹೊರಗೆ ಕಳುಹಿಸಿದ್ದಾರೆ ಎಂದು ಆರೋಪಿಸಲಾಯಿತು. ಇನ್ಸ್‌ಪೆಕ್ಟರ್ ನಡೆ ಖಂಡಿಸಿ ಬಿಜೆಪಿ, ಜೆಡಿಎಸ್ ಮುಖಂಡರು ಠಾಣೆಗೆ ಮುತ್ತಿಗೆ ಹಾಕಿ ಇನ್ಸ್‌ಪೆಕ್ಟರ್ ಅವರನ್ನು ತೀವ್ರ ತರಾಟೆ ತೆಗೆದು ಕೊಂಡರು. xyxy=(6,1223,258,1544)
felicitation-image xyxy=(545,1487,1125,1651)
vignana-headline: ವಿಜ್ಞಾನಸಂಘದೊಂದಿಗೆ ಮೈಸೂರು ವಿವಿ ಒಪ್ಪಂದ xyxy=(536,2019,938,2050)
vignana-dateline: ಮೈಸೂರು: xyxy=(536,2069,578,2083)
tiranga-headline: ಚಾಮರಾಜದಲ್ಲಿ ತಿರಂಗಾ ಸಂಭ್ರಮ xyxy=(536,1008,856,1042)
tiranga-dateline: ಮೈಸೂರು: xyxy=(536,1060,578,1075)
maru-col-1 xyxy=(536,1655,829,2003)
sidebar-s2-dateline: ಮೈಸೂರು: xyxy=(1149,814,1188,826)
taayi-dateline: ಚಾಮರಾಜನಗರ: xyxy=(6,2009,72,2023)
maru-bottom-rule xyxy=(536,2006,1135,2007)
masthead xyxy=(0,0,1512,68)
sidebar-s3-body xyxy=(1149,1615,1506,2419)
tiranga-col-2: ಸಂಘಟನೆಗಳ ಮುಖಂಡರು ಪಾಲ್ಗೊಂಡು ಸೈನಿಕರ ಸಾಧನೆಯನ್ನು ಅಭಿನಂದಿಸಿದರು. ಸಿದ್ಧಾಂತ ಪಾಲಿಸುವವರು ಇದ್ದರು. ಮಾಜಿ ಶಾಸಕ ನಾಗೇಂದ್ರ, ಮಾಜಿ ಶಾಸಕರಾದ ಪ್ರಕಾಶ್ ಸಿಂಗ್, ಮಾಜಿ ಶಾಸಕ ಎಲ್.ನಾಗೇಂದ್ರ, ನಗರಾಧ್ಯಕ್ಷ ಎಲ್.ನಾಗೇಂದ್ರ, ಪ್ರಧಾನ ಕಾರ್ಯದರ್ಶಿ xyxy=(741,1227,934,1360)
lead-col-1 xyxy=(6,191,273,986)
maru-headline: ಮರುಮೌಲ್ಯಮಾಪನ: ತನ್ವಯಿ ಸಾಧನೆ xyxy=(536,1441,894,1476)
tiranga-rally-image xyxy=(741,1059,1135,1218)
sidebar-s1-dateline: ಚಾಮರಾಜನಗರ: xyxy=(1149,303,1210,316)
taayi-col-1 xyxy=(6,2004,257,2427)
vignana-intro-text: ಗೃಹ ವಿಜ್ಞಾನ ಕ್ಷೇತ್ರದಲ್ಲಿ ಶಿಕ್ಷಣ, ಸಂಶೋಧನೆ ಮತ್ತು ಸಮುದಾಯ ಸಂಪರ್ಕವನ್ನು ಹೆಚ್ಚಿಸುವ ನಿಟ್ಟಿನಲ್ಲಿ ಸಹಕರಿಸಲು ಭಾರತೀಯ ಗೃಹ ವಿಜ್ಞಾನ ಸಂಘ ಮತ್ತು ಮೈಸೂರು ವಿಶ್ವವಿದ್ಯಾಲಯವು ಶೈಕ್ಷಣಿಕ ಒಪ್ಪಂದಕ್ಕೆ ಸಹಿ ಹಾಕಿವೆ. ಮೈಸೂರು ವಿಶ್ವವಿದ್ಯಾಲಯದ ಕುಲಸಚಿವೆ ಎಂ.ಕೆ.ಸವಿತಾ ಮತ್ತು ಗುಜರಾತ್ ವಡೋದರದ ಎಚ್‌ಎಸ್‌ಎಐ ಅಧ್ಯಕ್ಷ ಶೀಲಾದೇವಿ ಒಪ್ಪಂದಕ್ಕೆ ಸಹಿ ಹಾಕಿದರು. ಈ ಒಪ್ಪಂದವು ಗೃಹ ವಿಜ್ಞಾನದಲ್ಲಿ ಪ್ರಾಯೋಗಿಕ ಅನ್ವಯಿಕೆಗಳೊಂದಿಗೆ ಶೈಕ್ಷಣಿಕ ಕಠಿಣತೆಯನ್ನು ಸಂಯೋಜಿಸುವ ನಿಟ್ಟಿನಲ್ಲಿ ಮಹತ್ವದ ಹೆಜ್ಜೆಯನ್ನು ಗುರುತಿಸುತ್ತದೆ. ಇದು ವಿದ್ಯಾರ್ಥಿಗಳು ಮತ್ತು ಸಮುದಾಯಕ್ಕೆ xyxy=(536,2069,830,2249)
masthead-logo: ವರ್ತಮಾನ xyxy=(425,7,600,61)
maru-photo xyxy=(545,1487,1125,1651)
lead-subhead: ವಾಕಾಥಾನ್‌ನಲ್ಲಿ ಜಿಲ್ಲಾಮಟ್ಟದ ವಿವಿಧ ಇಲಾಖೆ ಅಧಿಕಾರಿಗಳು | ವಿದ್ಯಾರ್ಥಿಗಳು, ಆಶಾ ಕಾರ್ಯಕರ್ತೆಯರು xyxy=(6,142,1133,181)
sidebar-s3-headline: ಇಂದು ಕನ್ನಡ ರಂಗಭೂಮಿ ಕುರಿತ ವಿಚಾರ ಸಂಕಿರಣ xyxy=(1168,1534,1488,1599)
inspector-col-2: ಇನ್ಸ್‌ಪೆಕ್ಟರ್ ಗಂಗಾಧರ್ ನಾನು ಯಾರೊಂದಿಗೂ ಅಗೌರವದಿಂದ ನಡೆದು ಕೊಂಡಿಲ್ಲ.ಉಡಾಫೆಯಿಂದ ಮಾತನಾಡಿಲ್ಲ. ಎಲ್ಲರ ಕೆಲಸ ಮಾಡುತ್ತಿದ್ದೇನೆ. ಠಾಣೆಯಿಂದ ನಡೆದು ಹೋಗಿರುವ ಪೊಲೀಸ್ ಠಾಣೆ ಆವರಣದಲ್ಲಿ ಬಗೆಹರಿಸುವ ಕಾರ್ಯವಾಗಿದ್ದು ನಿರ್ವಹಿಸುತ್ತಿದ್ದೇನೆ. ಕೆಲವು ದಾಖಲೆಗಳ ಆಧಾರದ ಮೇಲೆ ಎಲ್ಲರ ಸಮಸ್ಯೆಗಳಿಗೂ ಸ್ಪಂದಿಸುತ್ತೇನೆ ಎಂದು ಇನ್ಸ್‌ಪೆಕ್ಟರ್ ತಿಳಿಸಿದ ನಂತರ ಜೆಡಿಎಸ್, ಬಿಜೆಪಿ ಕಾರ್ಯಕರ್ತರು ಠಾಣೆಯಿಂದ ಹೊರ ನಡೆದರು. ತಾಲೂಕು ಜೆಡಿಎಸ್ ಅಧ್ಯಕ್ಷ ರಾಜೇಂದ್ರ, ಬಿಜೆಪಿ ಅಧ್ಯಕ್ಷ ಶಂಭೇಗೌಡ, ನರಸಿಂಹೇಗೌಡ, ವೆಂಕಟಸ್ವಾಮಿ, ಎಂ.ಸಿ.ದೊಡ್ಡನಾಯಕ, ಸಿ.ವಿ.ನಾಗರಾಜು, ಮೆಣ್ಣ ಬಸವರಾಜಪ್ಪ, ಯೋಗನರಸಿಂಹೇಗೌಡ, ಶಾಂತಕುಮಾರ್, ಪುರಸಭಾ ಸದಸ್ಯರಾದ ನಾಗರಾಜು, ನಂಜಪ್ಪ, ಮೊಗಣೆ ಸನಾ, ವಿನೋದ್, ಜಿಮ್ ಯಶ್ವಂತ್, ಎಂ.ಡಿ.ಮಂಚಯ್ಯ, ಶಿವಕುಮಾರ್, ರಾಜಣ್ಣ, ನಾಗನಾಯಕ, ನಿಂಗೇಗೌಡ, ರಂಗಸ್ವಾಮಿ, ಡಿ. ಆರ್.ಮಹೇಶ್ ಮತ್ತಿತರರಿದ್ದರು. xyxy=(268,1223,518,1568)
taayi-photo xyxy=(9,1845,517,2000)
sidebar-s2-body xyxy=(1149,810,1506,1598)
sidebar-rule-1 xyxy=(1149,544,1506,545)
vignana-col-2: ಸಮಾನವಾಗಿ ಪ್ರಯೋಜನವನ್ನು ನೀಡುತ್ತದೆ. ವೃತ್ತಿಪರ ಸಂಘ ಮತ್ತು ಉನ್ನತ ಗೃಹ ವಿಜ್ಞಾನ ಶಿಕ್ಷಣದ ಮೂಲಕ ಕುಟುಂಬ ಕಲ್ಯಾಣವನ್ನು ಉತ್ತೇಜಿಸಲು ಮತ್ತು ಭಾರತದಲ್ಲಿ ಗೃಹ ವಿಜ್ಞಾನ ವೃತ್ತಿಯ ಗುಣಮಟ್ಟವನ್ನು ಹೆಚ್ಚಿಸಲು ಮಾನಸಗಂಗೋತ್ರಿ ಕ್ಯಾಂಪಸ್ ನ ಆಹಾರ ವಿಜ್ಞಾನ ಮತ್ತು ಪೌಷ್ಟಿಕಾಂಶ ಅಧ್ಯಯನ ವಿಭಾಗದಲ್ಲಿ ಎಚ್‌ಎಸ್‌ಎಐ ಮೈಸೂರು ಅಧ್ಯಾಯವನ್ನು ಪ್ರಾರಂಭಿಸಲು ಈ ಒಪ್ಪಂದವು ಸಹಾಯ ಮಾಡಲಿದೆ. ಎಚ್‌ಎಸ್‌ಎಐ ಮೈಸೂರು ಪ್ರಾದೇಶಿಕ ಅಧ್ಯಾಯವನ್ನು ತೆರೆಯುವ ಗುರಿಯನ್ನು ಈ ಪಾಲುದಾರಿಕೆ ಹೊಂದಿದೆ. xyxy=(838,2203,1135,2383)
sidebar-rule-2 xyxy=(1149,1527,1506,1528)
sidebar-s2-text: ಮೈಸೂರು ವಿಶ್ವವಿದ್ಯಾನಿಲಯದ ಪಿಂಚಣಿದಾರರಿಗೆ, ಸಿಸಿ ಕ್ಯಾಮರ ಖರೀದಿಯಲ್ಲಿ ವಿವಿಯ ಕುಲಪತಿ ಹಾಗೂ ಕುಲಸಚಿವರು ಅವ್ಯವಹಾರ ನಡೆಸಿದ್ದಾರೆ ಎಂದು ವಕೀಲ ಜಿ.ಎನ್.ಕಾರ್ತಿಕ್ ಆರೋಪಿಸಿದ್ದಾರೆ. ಮೈಸೂರು ಜಿಲ್ಲಾ ಪತ್ರಕರ್ತರ ಭವನದಲ್ಲಿ ಸುದ್ದಿಗೋಷ್ಠಿಯಲ್ಲಿ ಮಾತನಾಡಿದ ಅವರು, ವಿವಿಯ ಸ್ಕೂಲ್ ಆಫ್ ಇಂಜಿನಿಯರಿಂಗ್ ವಿಭಾಗಕ್ಕೆ ಅವ್ಯವಹಾರ ವಿಶೇಷ ಇಂಜಿನಿಯರಿಂಗ್ ಖರೀದಿಸಲು 2024ರ ಮೇ 14ರಂದು ಟೆಂಡರ್ ಕರೆಯಲಾಗಿದೆ. ಅದರಲ್ಲಿ ಶಿವಶಕ್ತಿ ಟ್ರೇಡರ್ಸ್, ಓಷನ್ ಸಿಸ್ಟಮ್ಸ್ ಅಂಡ್ ಇಂಜಿನಿಯರಿಂಗ್, ಅರವಿಂದ ಇಂಟೀರಿಯರ್, ಟ್ರೆಂಡ್ ವುಡ್ ಫರ್ನಿ ಮತ್ತು ಲೈಫ್ ಲಿಂಕ್ ಆರ್ಕಿಟೆಕ್ಚರ್ ಸಂಸ್ಥೆಗಳು ಪಾಲ್ಗೊಂಡಿವೆ. ಇವುಗಳಲ್ಲಿ ಲೈಫ್ ಲಿಂಕ್ ಆರ್ಕಿಟೆಕ್ಚರ್ ಸಂಸ್ಥೆಯು 1,49,99, 900 ರೂ. ಕಡಿಮೆ ಬಿಡ್ ಮಾಡಿದ್ದಾರೆ. ಆದರೆ, ತಾಂತ್ರಿಕ ಕಾರಣ ನೀಡಿ ಅವರನ್ನು ಟೆಂಡರ್ ಪ್ರಕ್ರಿಯೆಯಿಂದ ತೆಗೆದು ಹಾಕಿ, ಕುಲಪತಿ ಪ್ರೊ. ಎನ್. ಕೆ.ಲೋಕನಾಥ್ ಮತ್ತೊಬ್ಬ ಹಿಂದಿನ ಕುಲಸಚಿವೆ ವಿ.ಆರ್. ಶೈಲಜಾರಿಗೆ ಅವರಿಗೆ ಶಿವಶಕ್ತಿ ಟ್ರೇಡರ್ಸ್ ಮತ್ತು ಅರವಿಂದ ಇಂಟೀರಿ ಯರ್ ಸಂಸ್ಥೆಗಳಿಗೆ 2,16,11,525 ರೂ. ಟೆಂಡರ್ ನೀಡುವ ಮೂಲಕ 67 ಲಕ್ಷ ರೂ. ನಷ್ಟ ಮಾಡಿದ್ದಾರೆ ಎಂದರು. 4,850 ರೂ. ಇರುವ ಒಂದು ಡೆಸ್ಕ್ ಅನ್ನು ಶಿವಶಕ್ತಿ ಟ್ರೇಡರ್ಸ್ ಸಂಸ್ಥೆಯೂ ಅರವಿಂದ ಇಂಟೀರಿಯರ್ ಗೆ ನೀಡಿದ್ದು ಅವರು ಡೆಸ್ಕ್ 7 ಪಟ್ಟು ಅಧಿಕ ಮೊತ್ತವಾದ 28,500 ರೂ.ಗೆ ಮಾರಾಟ ಮಾಡಿದ್ದಾರೆ. ಈ ಸಂಬಂಧ ಲೋಕಾಯುಕ್ತಕ್ಕೆ ದೂರು ಸಲ್ಲಿಸಲಾಗಿದ್ದು, ದೂರಿನ ನಂತರ ಸಂಬಂಧಪಟ್ಟವರಿಗೆ ಲೋಕಾಯುಕ್ತ ನೋಟಿಸ್ ನೀಡಿದ್ದಾರೆ. ಸಮಗ್ರವಾಗಿ ಎಫ್‌ಐಆರ್ ಆಗಬೇಕು ಎಂದರು. ಮೈಸೂರು ವಿಶ್ವವಿದ್ಯಾನಿಲಯದ ವಿದ್ಯಾರ್ಥಿಗಳ ಸೇವೆ, ಇಂತಹ ಸಂಸ್ಥೆಯನ್ನು ಹಾಳು ಮಾಡುವುದು ಸರಿಯಲ್ಲ. ವಿವಿಯಲ್ಲಿ ನಡೆದ ಕ್ರಿಯೆಗಳ ಅವ್ಯವಹಾರದ ಬಗ್ಗೆ ಸಮಗ್ರ ತನಿಖೆ ಆಗಬೇಕು. ಪ್ರತಿ ವರ್ಷ ಸುಮಾರು 400 ಕೋಟಿ ರೂ. ಬಜೆಟ್‌ನಲ್ಲಿ ವಿವಿ ಆಡಳಿತ ನಡೆಸುತ್ತಿದ್ದು, ಅಕ್ರಮವನ್ನು ಮುಂದಿನ ದಿನಗಳಲ್ಲಿ ಬಯಲಿಗೆ ಎಳೆಯುತ್ತೇವೆ ಎಂದರು. xyxy=(1149,814,1507,1231)
mou-signing-image xyxy=(840,2067,1131,2193)
inspector-col-1 xyxy=(6,1218,257,1785)
tiranga-col-3: ಮಂಜು, ಪ್ರೇಮಾಶಂಕರೇಗೌಡ, ಮುಖಂಡ ಜಯಪ್ರಕಾಶ್(ಜೆಪಿ), ಹೇಮಾನಂದೀಶ್ ಜೆಡಿಎಸ್ ನಗರ ವೃತ್ತ ಕೆ.ಟಿ.ಚಲುವೇಗೌಡ, ಚಾಮ ರಾಜ ಕ್ಷೇತ್ರದ ಪ್ರಧಾನ ಕಾರ್ಯ ದರ್ಶಿ ದಿನೇಶ್‌ಗೌಡ ಮುಖಂಡ ಸಂತೋಷಕುಮಾರ್, ಯೋಗೇಶ್, ಕೃಷ್ಣಪ್ಪ, ಮನು ಶಿವರಾಮು, ಇದ್ದರು. xyxy=(939,1227,1139,1360)
maru-dateline: ಮೈಸೂರು: xyxy=(536,1659,578,1673)
masthead-date: ಮೇ 25, 2025 xyxy=(169,33,250,49)
sidebar-s1-headline: ಎಂಎಸ್‌ಐಎಲ್ ವತಿಯಿಂದ ಅಂಗನವಾಡಿ ಮಕ್ಕಳಿಗೆ ಸ್ವೆಟರ್ xyxy=(1172,73,1483,138)
lead-headline: ಬಾಲ್ಯವಿವಾಹ ಮುಕ್ತ ಜಿಲ್ಲಾ ಸಂಕಲ್ಪ: ಗಮನ ವಾಕಥಾನ್ xyxy=(6,77,802,131)
taayi-col-1-text: ಪ್ರತಿಯೊಬ್ಬರು ತಾಯಿ ಹೆಸರಿನಲ್ಲಿ ಒಂದು ಗಿಡ ನೆಟ್ಟು ಪೋಷಿಸ ಬೇಕು ಎಂದು ನಗರಸಭಾ ಅಧ್ಯಕ್ಷ ಸುರೇಶ್ ಸಲಹೆ ನೀಡಿದರು. ನಗರದ ರಾಮಸಮುದ್ರದ ಸಮೀಪದ ಕಟ್ಟೆಯಲ್ಲಿ ಅಮೃತ್ ಮಿತ್ರ ಮತ್ತು ಡೇ ನಲ್ಮ್ ಸಹಯೋಗದೊಂದಿಗೆ ನಡೆದ ತಾಯಿಯ ಹೆಸರಲ್ಲಿ ಗಿಡ ಕಾರ್ಯಕ್ರಮದ ಅಂಗವಾಗಿ ನಗರದ ರಕ್ಷಣೆಗಾಗಿ ಮಹಿಳೆಯರು ಅಭಿಯಾನ ಕಾರ್ಯಕ್ರಮದ ಅಧ್ಯಕ್ಷತೆ ವಹಿಸಿ ಮಾತನಾಡಿದರು. ನಮ್ಮ ತಾಯಿಯಂತೆ ನಮ್ಮನ್ನು ಪ್ರೀತಿಸುವವಳೇ, ಪ್ರಕೃತಿ ಮಾತೆ ನಮ್ಮನ್ನು ಕಾಳಜಿ ವಹಿಸುತ್ತದೆ, ನಿಸರ್ಗದಲ್ಲಿರುವ ಸಹಾಯ ಮಾಡುತ್ತದೆ. ಇದಕ್ಕಾಗಿಯೇ ತಾಯಿಯ ಹೆಸರಿನಲ್ಲಿ ನಮ್ಮೊಡು ಒಂದು ಗಿಡ ಕಾರ್ಯಕ್ರಮವಿ ಪರಿಸರ ಬೆಳವಣಿಗೆ ಪೂರಕ xyxy=(6,2009,257,2260)
lead-dateline: ಚಾಮರಾಜನಗರ: xyxy=(6,195,72,210)
middle-vertical-rule xyxy=(526,999,528,2427)
sidebar-s2-headline: ಮೈಸೂರು ವಿವಿಯಲ್ಲಿ ಅವ್ಯವಹಾರ: ಕಾರ್ತಿಕ್ xyxy=(1157,551,1499,579)
sidebar-s2-photo xyxy=(1144,630,1508,804)
vignana-intro xyxy=(536,2064,829,2427)
inspector-dateline: ಎಚ್.ಡಿ.ಕೋಟೆ: xyxy=(6,1223,72,1237)
sidebar-left-rule xyxy=(1141,71,1142,2427)
walkathon-crowd-image xyxy=(284,192,835,421)
vignana-photo xyxy=(840,2067,1131,2193)
maru-col-1-text: ನಗರದ ಯಾದವಗಿರಿಯಲ್ಲಿರುವ ವಸತಿ ಸಂಯುಕ್ತ ಪಿಯು ಕಾಲೇಜಿನ ಶ್ರೀರಾಮಕೃಷ್ಣ ವಿದ್ಯಾ ಶಾಲೆಯ ವಿದ್ಯಾರ್ಥಿ ಎಂ.ಎಸ್.ತನ್ವಯಿ 622 ಅಂಕ ಪಡೆದಿದ್ದು, ಮರುಮೌಲ್ಯಮಾಪನದ ಬಳಿಕ 625 ಅಂಕ ಪಡೆದು ರಾಜ್ಯ ಟಾಪರ್ ಆಗಿ ಹೊರಹೊಮ್ಮಿದ್ದಾರೆ. 2024-25ನೇ ಸಾಲಿನಲ್ಲಿ 10ನೇ ತರಗತಿ ಪರೀಕ್ಷೆಯಲ್ಲಿ 622 ಅಂಕಗಳನ್ನು ಪಡೆದಿದ್ದರು. ಕನ್ನಡ, ಸಮಾಜ ವಿಜ್ಞಾನ ಮತ್ತು ವಿಜ್ಞಾನ ಪತ್ರಿಕೆಗಳಲ್ಲಿ ಅಂಕ ಕಡಿಮೆ ಬಂದಿದ್ದರಿಂದ ಮರುಮೌಲ್ಯಮಾಪನಕ್ಕೆ ಅರ್ಜಿ ಸಲ್ಲಿಸಿದ್ದರು. ಈಗ ಅವರ ಫಲಿತಾಂಶ ಪ್ರಕಟಗೊಂಡು ಟಾಪರ್ ಆಗಿ ಹೊರಹೊಮ್ಮಿದ್ದಾರೆ. ಯಾದವಗಿರಿಯಲ್ಲಿರುವ ವಸತಿ ಶಾಲೆಯಾದ ಶ್ರೀ ರಾಮಕೃಷ್ಣ ವಿದ್ಯಾಶಾಲೆಯು ಈ ವರ್ಷದ 2024-25 xyxy=(536,1659,829,1886)
university-building-image xyxy=(1144,630,1508,804)
